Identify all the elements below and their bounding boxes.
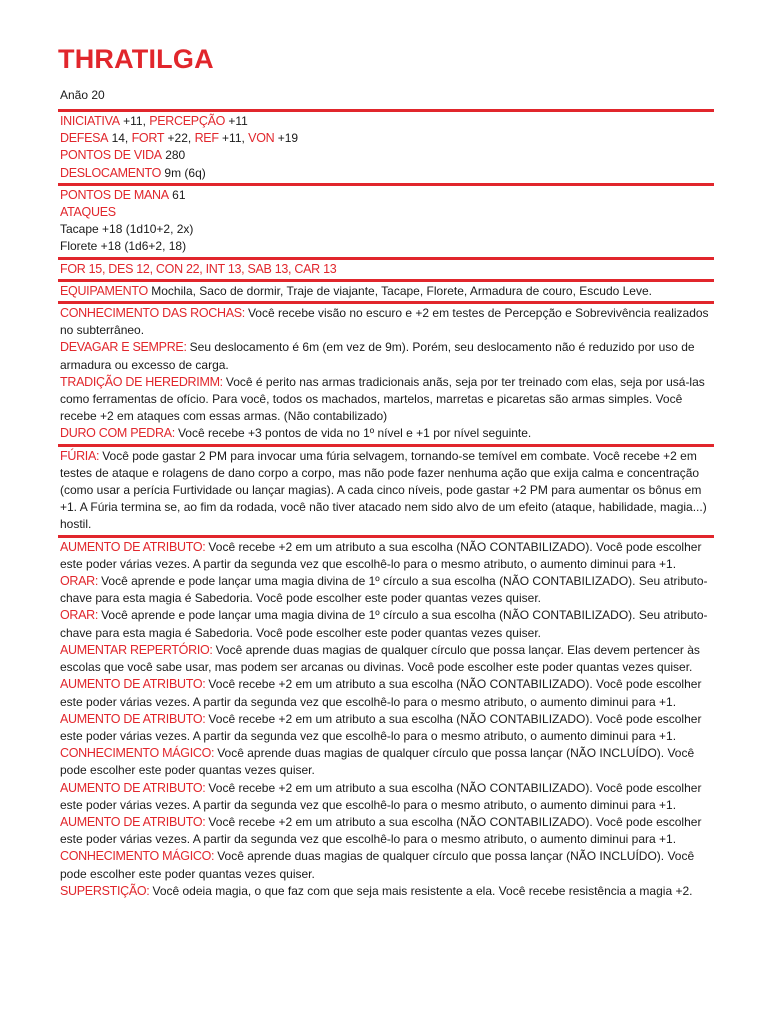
fort-value: +22 xyxy=(167,131,188,146)
ability-description: Você aprende duas magias de qualquer círculo que possa lançar (NÃO INCLUÍDO). Você pode escolher este poder quantas vezes quiser. xyxy=(60,746,695,778)
movement-line xyxy=(60,165,714,182)
hit-points-label: PONTOS DE VIDA xyxy=(60,148,162,163)
mana-line xyxy=(60,187,714,204)
powers-list xyxy=(60,539,714,900)
ability-entry xyxy=(60,374,714,426)
ability-description: Seu deslocamento é 6m (em vez de 9m). Porém, seu deslocamento não é reduzido por uso de armadura ou excesso de carga. xyxy=(60,340,695,372)
ability-entry xyxy=(60,848,714,882)
ability-description: Você pode gastar 2 PM para invocar uma fúria selvagem, tornando-se temível em combate. Você recebe +2 em testes de ataque e rolagens de dano corpo a corpo, mas não pode fazer nenhuma ação que exija calma e concentração (como usar a perícia Furtividade ou lançar magias). A cada cinco níveis, pode gastar +2 PM para aumentar os bônus em +1. A Fúria termina se, ao fim da rodada, você não tiver atacado nem sido alvo de um efeito (ataque, habilidade, magia...) hostil. xyxy=(60,448,707,532)
ability-name: DEVAGAR E SEMPRE: xyxy=(60,340,187,355)
race-abilities xyxy=(60,305,714,443)
ability-entry xyxy=(60,339,714,373)
ability-entry xyxy=(60,425,714,442)
ability-name: TRADIÇÃO DE HEREDRIMM: xyxy=(60,374,223,389)
ability-description: Você odeia magia, o que faz com que seja mais resistente a ela. Você recebe resistência a magia +2. xyxy=(152,883,693,898)
ability-name: AUMENTAR REPERTÓRIO: xyxy=(60,642,213,657)
ability-description: Você aprende duas magias de qualquer círculo que possa lançar (NÃO INCLUÍDO). Você pode escolher este poder quantas vezes quiser. xyxy=(60,849,695,881)
ability-description: Você recebe +2 em um atributo a sua escolha (NÃO CONTABILIZADO). Você pode escolher este poder várias vezes. A partir da segunda vez que escolhê-lo para o mesmo atributo, o aumento diminui para +1. xyxy=(60,814,702,847)
divider xyxy=(58,183,714,186)
ability-name: SUPERSTIÇÃO: xyxy=(60,883,150,898)
defense-line: DEFESA 14, FORT +22, REF +11, VON +19 xyxy=(60,131,299,146)
ability-name: ORAR: xyxy=(60,608,99,623)
ability-entry xyxy=(60,305,714,339)
attack-entry: Florete +18 (1d6+2, 18) xyxy=(60,239,187,254)
initiative-line: INICIATIVA +11, PERCEPÇÃO +11 xyxy=(60,114,248,128)
attack-entry: Tacape +18 (1d10+2, 2x) xyxy=(60,222,194,237)
stat-block-body xyxy=(60,108,714,900)
ability-description: Você recebe +3 pontos de vida no 1º nível e +1 por nível seguinte. xyxy=(177,426,532,441)
ability-name: CONHECIMENTO MÁGICO: xyxy=(60,849,215,864)
race-level: Anão 20 xyxy=(60,88,105,102)
fort-label: FORT xyxy=(131,131,165,146)
ability-entry xyxy=(60,745,714,779)
ability-entry xyxy=(60,676,714,710)
divider xyxy=(58,257,714,260)
character-name: THRATILGA xyxy=(58,44,214,74)
movement-label: DESLOCAMENTO xyxy=(60,165,162,180)
von-value: +19 xyxy=(277,131,299,146)
attacks-heading xyxy=(60,204,714,221)
ref-value: +11 xyxy=(222,131,242,146)
ability-name: DURO COM PEDRA: xyxy=(60,426,175,441)
defense-value: 14 xyxy=(111,131,125,146)
ability-description: Você aprende e pode lançar uma magia divina de 1º círculo a sua escolha (NÃO CONTABILIZADO). Seu atributo-chave para esta magia é Sabedoria. Você pode escolher este poder quantas vezes quiser. xyxy=(60,574,708,606)
mana-label: PONTOS DE MANA xyxy=(60,187,169,202)
ability-description: Você recebe +2 em um atributo a sua escolha (NÃO CONTABILIZADO). Você pode escolher este poder várias vezes. A partir da segunda vez que escolhê-lo para o mesmo atributo, o aumento diminui para +1. xyxy=(60,677,702,709)
ability-entry xyxy=(60,642,714,676)
equipment-label: EQUIPAMENTO xyxy=(60,283,148,298)
mana-value: 61 xyxy=(172,187,186,202)
movement-value: 9m (6q) xyxy=(164,165,206,180)
von-label: VON xyxy=(248,131,275,146)
ability-entry xyxy=(60,711,714,745)
ability-entry xyxy=(60,448,714,534)
ability-name: AUMENTO DE ATRIBUTO: xyxy=(60,677,206,692)
perception-value: +11 xyxy=(228,114,248,128)
equipment-value: Mochila, Saco de dormir, Traje de viajante, Tacape, Florete, Armadura de couro, Escudo Leve. xyxy=(151,283,652,298)
ability-description: Você aprende e pode lançar uma magia divina de 1º círculo a sua escolha (NÃO CONTABILIZADO). Seu atributo-chave para esta magia é Sabedoria. Você pode escolher este poder quantas vezes quiser. xyxy=(60,608,708,640)
ability-description: Você é perito nas armas tradicionais anãs, seja por ter treinado com elas, seja por usá-las como ferramentas de ofício. Para você, todos os machados, martelos, marretas e picaretas são armas simples. Você recebe +2 em ataques com essas armas. (Não contabilizado) xyxy=(60,374,705,424)
hit-points-value: 280 xyxy=(165,148,186,163)
attributes-line: FOR 15, DES 12, CON 22, INT 13, SAB 13, CAR 13 xyxy=(60,261,337,276)
ability-name: AUMENTO DE ATRIBUTO: xyxy=(60,814,206,829)
ability-description: Você recebe visão no escuro e +2 em testes de Percepção e Sobrevivência realizados no subterrâneo. xyxy=(60,306,709,338)
ability-name: CONHECIMENTO DAS ROCHAS: xyxy=(60,306,245,321)
equipment-line xyxy=(60,283,714,300)
ability-entry xyxy=(60,573,714,607)
ability-description: Você aprende duas magias de qualquer círculo que possa lançar. Elas devem pertencer às escolas que você sabe usar, mas podem ser arcanas ou divinas. Você pode escolher este poder quantas vezes quiser. xyxy=(60,642,700,675)
ability-entry xyxy=(60,539,714,573)
divider xyxy=(58,535,714,538)
ability-name: AUMENTO DE ATRIBUTO: xyxy=(60,711,206,726)
ability-name: AUMENTO DE ATRIBUTO: xyxy=(60,780,206,795)
divider xyxy=(58,109,714,112)
ability-description: Você recebe +2 em um atributo a sua escolha (NÃO CONTABILIZADO). Você pode escolher este poder várias vezes. A partir da segunda vez que escolhê-lo para o mesmo atributo, o aumento diminui para +1. xyxy=(60,711,702,743)
ability-entry xyxy=(60,607,714,641)
ability-name: CONHECIMENTO MÁGICO: xyxy=(60,746,215,761)
ability-entry xyxy=(60,883,714,900)
ability-entry xyxy=(60,780,714,814)
ability-name: FÚRIA: xyxy=(60,448,100,463)
defense-label: DEFESA xyxy=(60,131,109,146)
ability-name: AUMENTO DE ATRIBUTO: xyxy=(60,539,206,554)
divider xyxy=(58,279,714,282)
divider xyxy=(58,444,714,447)
ability-name: ORAR: xyxy=(60,574,99,589)
ref-label: REF xyxy=(194,131,219,146)
ability-entry xyxy=(60,814,714,848)
perception-label: PERCEPÇÃO xyxy=(149,114,226,128)
initiative-value: +11 xyxy=(123,114,143,128)
ability-description: Você recebe +2 em um atributo a sua escolha (NÃO CONTABILIZADO). Você pode escolher este poder várias vezes. A partir da segunda vez que escolhê-lo para o mesmo atributo, o aumento diminui para +1. xyxy=(60,539,702,571)
initiative-label: INICIATIVA xyxy=(60,114,120,128)
class-abilities xyxy=(60,448,714,534)
hit-points-line xyxy=(60,147,714,164)
attacks-label: ATAQUES xyxy=(60,205,116,220)
ability-description: Você recebe +2 em um atributo a sua escolha (NÃO CONTABILIZADO). Você pode escolher este poder várias vezes. A partir da segunda vez que escolhê-lo para o mesmo atributo, o aumento diminui para +1. xyxy=(60,780,702,812)
divider xyxy=(58,301,714,304)
